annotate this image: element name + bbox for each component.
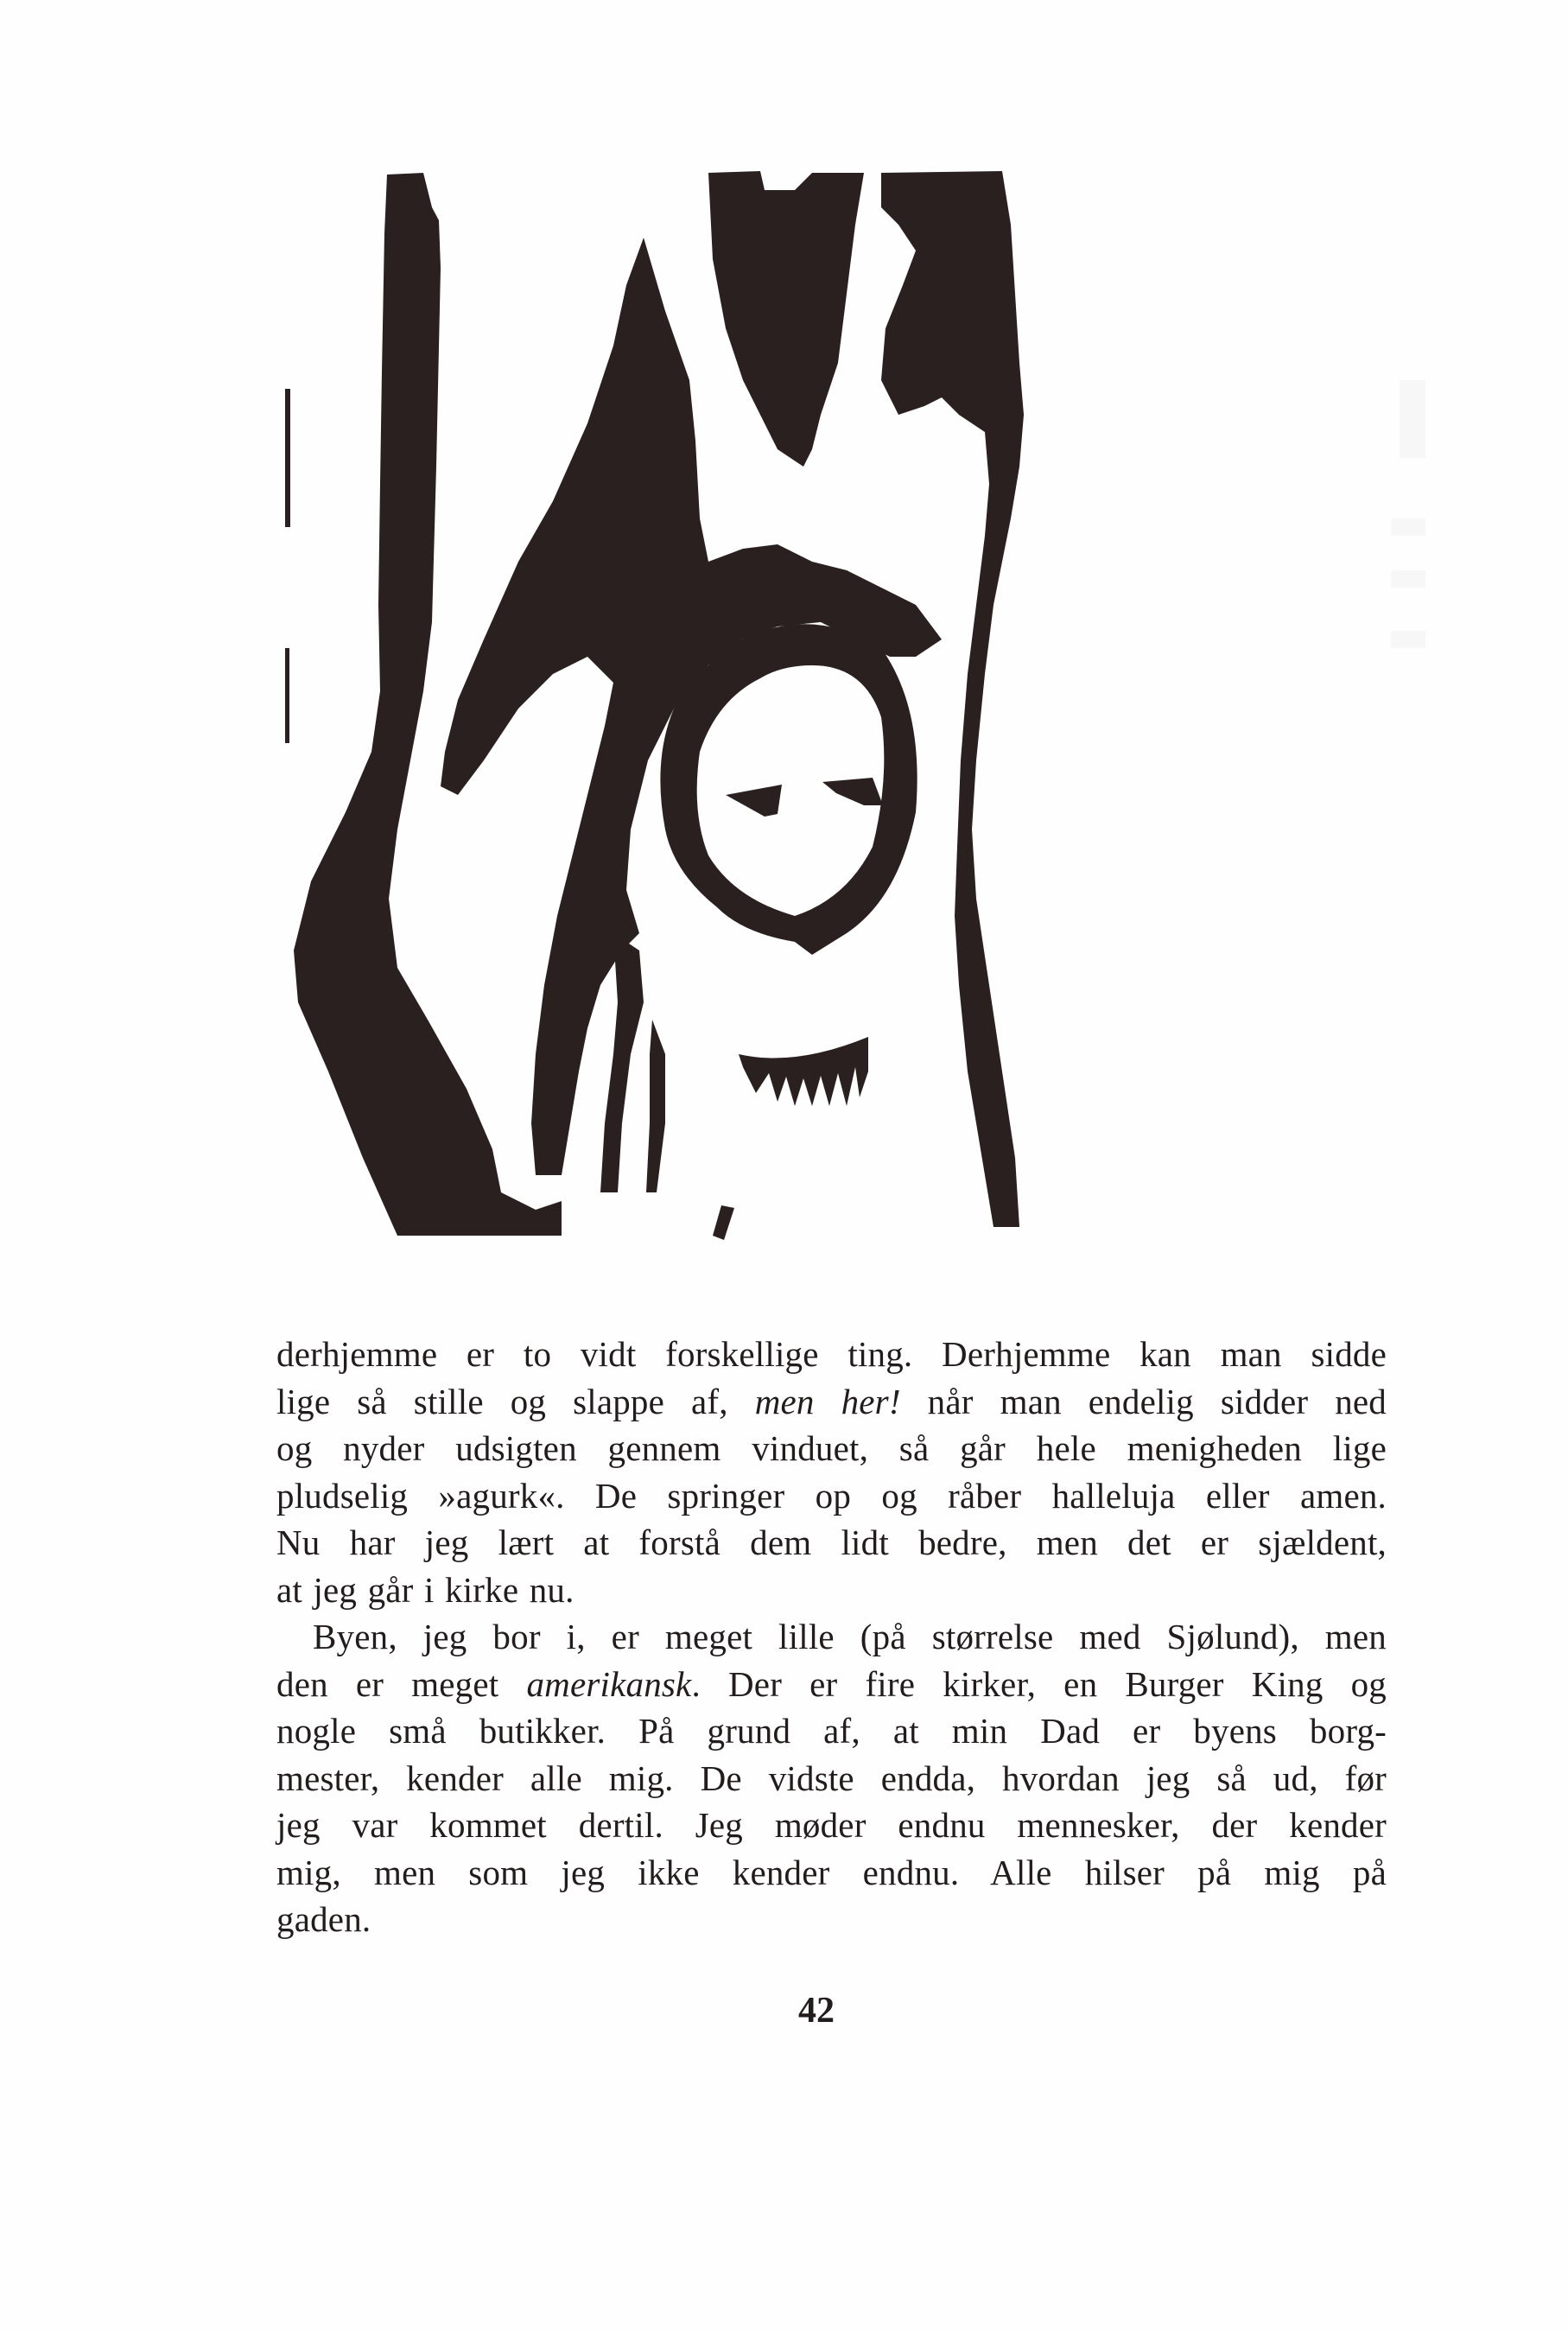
paragraph-1: [276, 1331, 1387, 1613]
text-line: mig, men som jeg ikke kender endnu. Alle hilser på mig på: [276, 1852, 1387, 1892]
emphasis: amerikansk: [526, 1663, 692, 1704]
text-line: jeg var kommet dertil. Jeg møder endnu mennesker, der kender: [276, 1805, 1387, 1845]
margin-mark: [285, 389, 290, 527]
left-eye: [726, 785, 782, 817]
text-line: gaden.: [276, 1899, 371, 1939]
bleed-through-marks: [1374, 380, 1443, 778]
text-line: at jeg går i kirke nu.: [276, 1569, 575, 1610]
woodcut-illustration: [259, 156, 1296, 1262]
right-eye: [822, 778, 883, 805]
text-line: mester, kender alle mig. De vidste endda, hvordan jeg så ud, før: [276, 1758, 1387, 1798]
text-line: Byen, jeg bor i, er meget lille (på størrelse med Sjølund), men: [313, 1617, 1387, 1656]
margin-mark: [285, 648, 289, 743]
text-line: nogle små butikker. På grund af, at min Dad er byens borg-: [276, 1711, 1387, 1751]
body-text: [276, 1331, 1387, 1943]
woodcut-figure-icon: [259, 156, 1296, 1262]
paragraph-2: [276, 1613, 1387, 1943]
text-line: Nu har jeg lært at forstå dem lidt bedre, men det er sjældent,: [276, 1522, 1387, 1562]
text-line: derhjemme er to vidt forskellige ting. Derhjemme kan man sidde: [276, 1334, 1387, 1374]
page-number: 42: [798, 1991, 835, 2031]
text-line: og nyder udsigten gennem vinduet, så går hele menigheden lige: [276, 1428, 1387, 1468]
text-line: pludselig »agurk«. De springer op og råber halleluja eller amen.: [276, 1475, 1387, 1516]
text-line: lige så stille og slappe af, men her! når man endelig sidder ned: [276, 1381, 1387, 1421]
text-line: den er meget amerikansk. Der er fire kirker, en Burger King og: [276, 1663, 1387, 1704]
emphasis: men her!: [754, 1381, 901, 1421]
